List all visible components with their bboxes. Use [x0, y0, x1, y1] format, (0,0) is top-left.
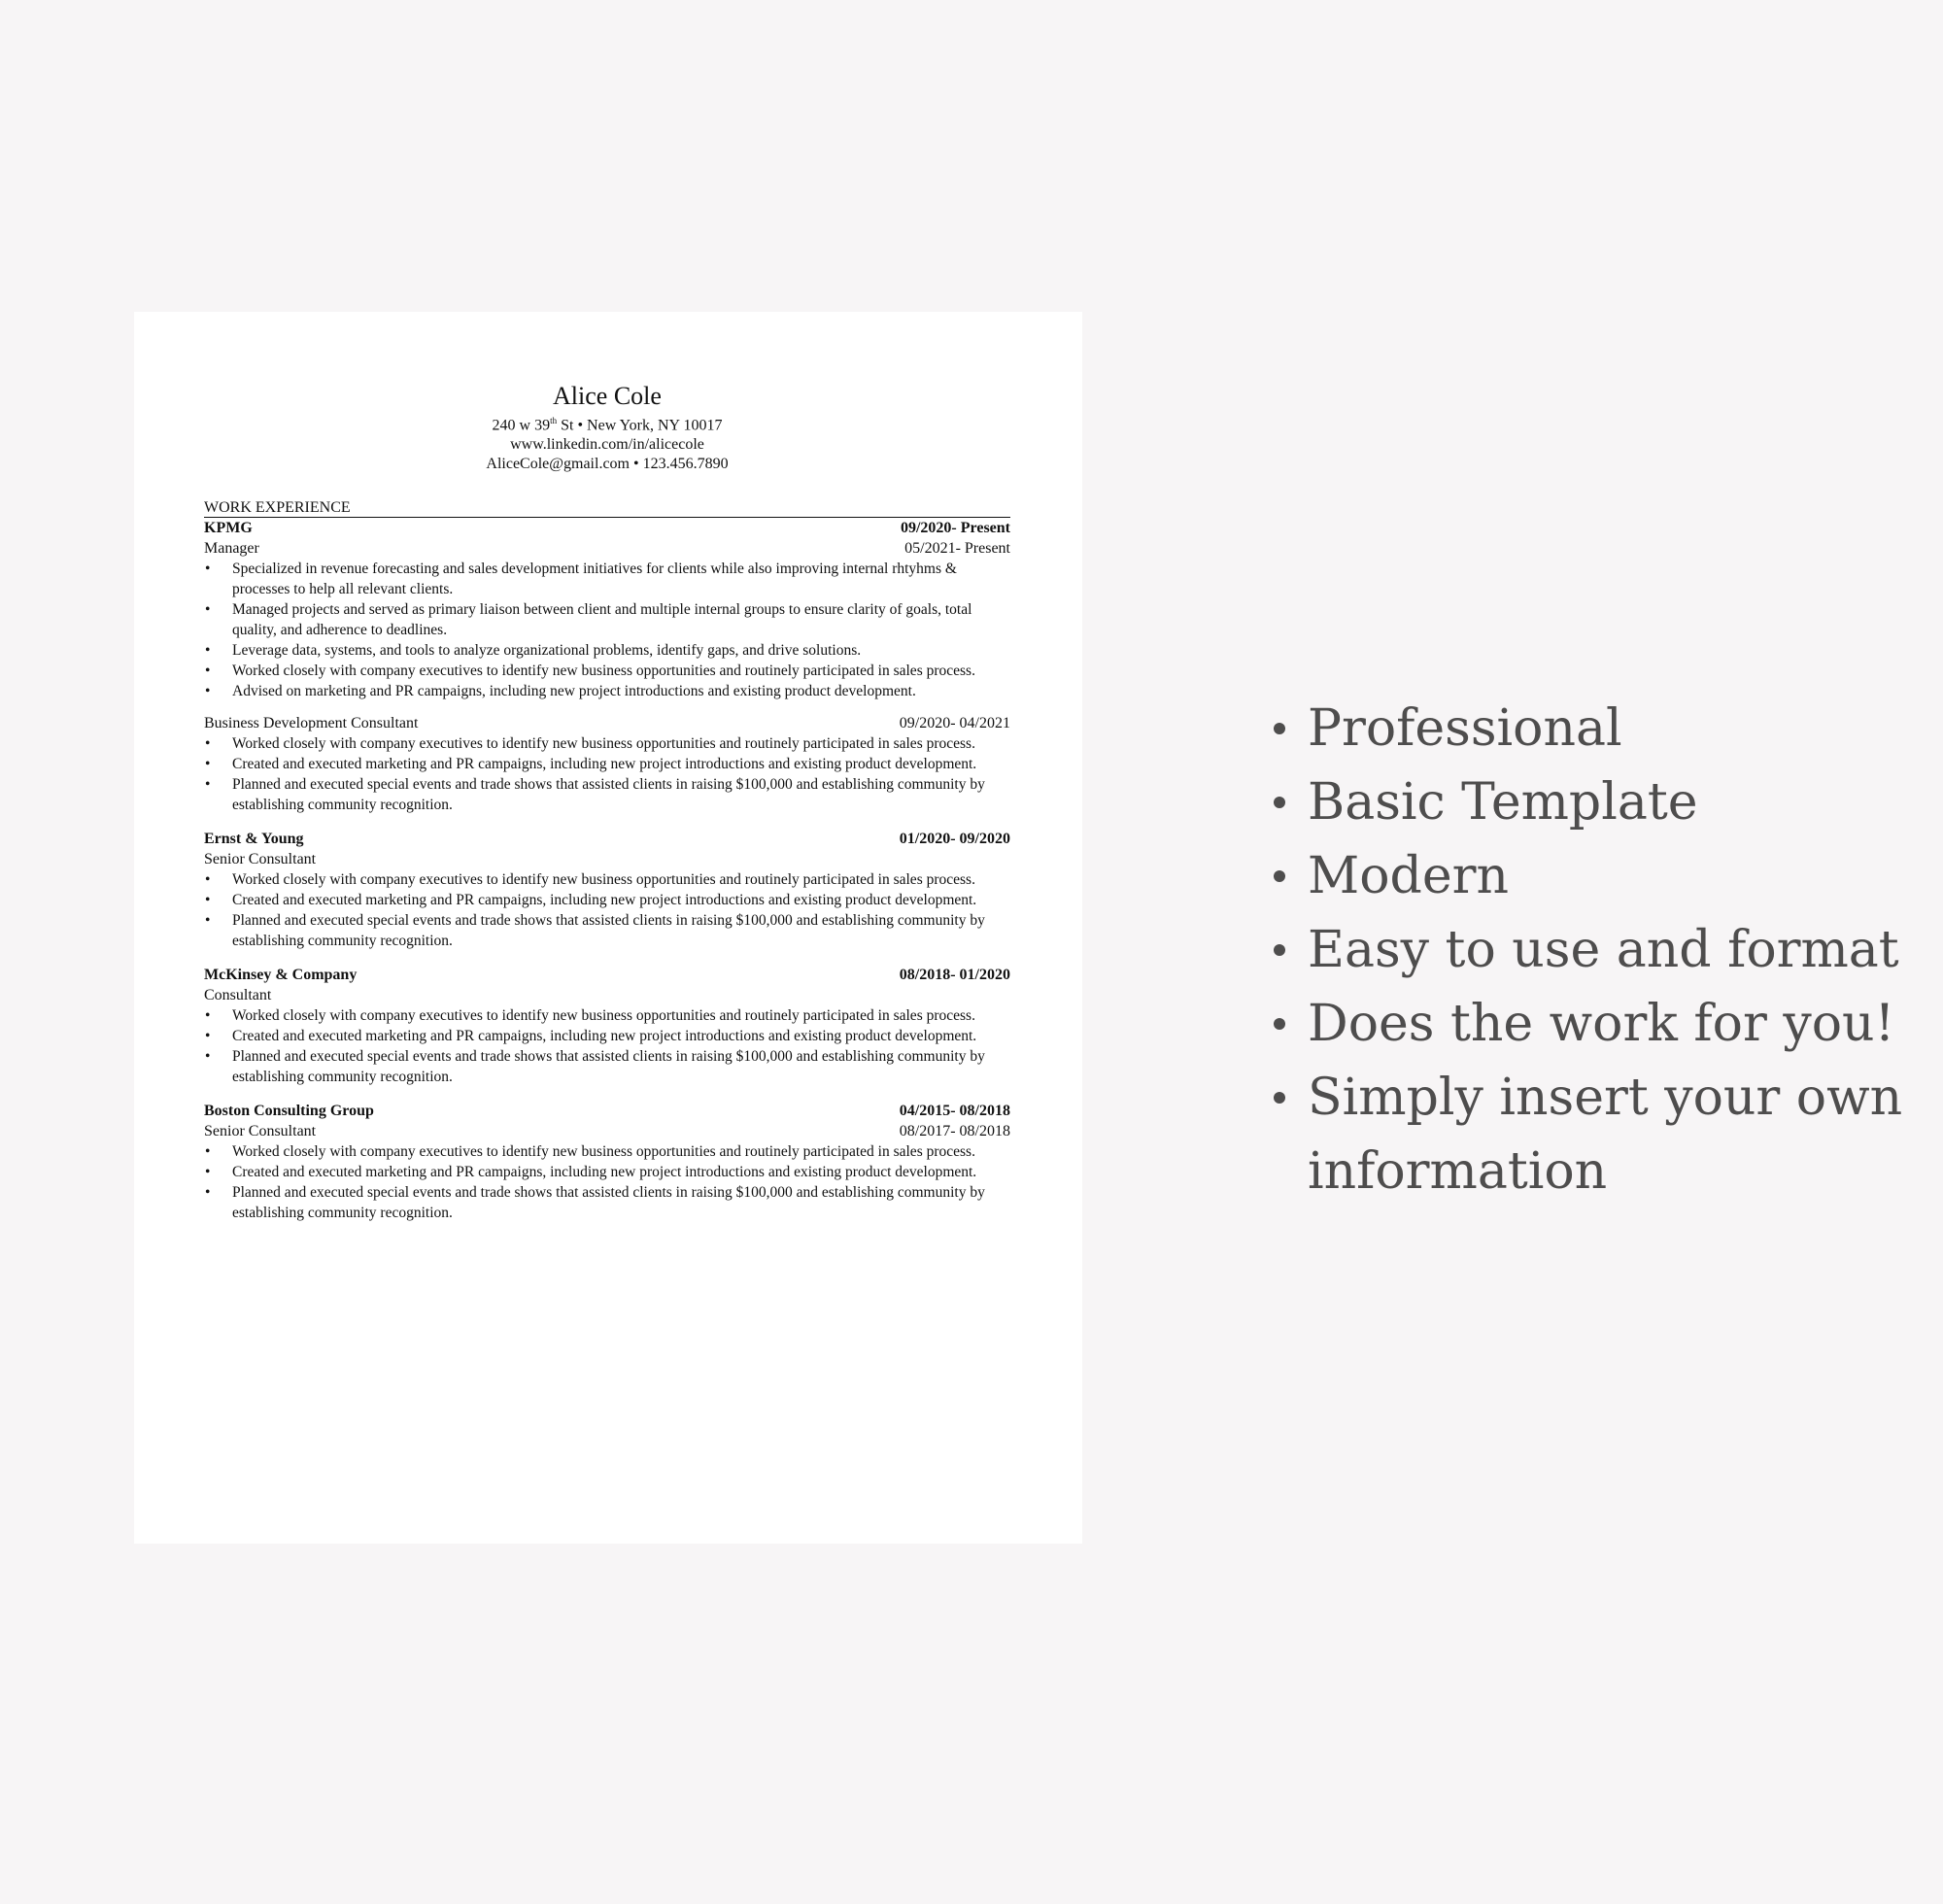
address-prefix: 240 w 39 — [492, 417, 551, 434]
role-header — [204, 985, 1010, 1005]
resume-page — [134, 312, 1082, 1544]
role-bullets — [204, 559, 1010, 701]
role-bullets — [204, 1005, 1010, 1087]
bullet-item: • Worked closely with company executives to identify new business opportunities and routinely participated in sales process. — [204, 661, 1010, 681]
section-title-work-experience: WORK EXPERIENCE — [204, 499, 1010, 518]
role-header — [204, 1121, 1010, 1141]
role-title: Senior Consultant — [204, 1123, 317, 1140]
resume-linkedin: www.linkedin.com/in/alicecole — [510, 436, 704, 454]
company-dates: 04/2015- 08/2018 — [899, 1103, 1010, 1120]
bullet-item: • Created and executed marketing and PR campaigns, including new project introductions and existing product development. — [204, 1162, 1010, 1182]
jobs-list — [204, 518, 1010, 1223]
company-name: McKinsey & Company — [204, 967, 358, 984]
resume-address — [204, 411, 1010, 435]
role-dates: 05/2021- Present — [904, 540, 1010, 558]
feature-item: Basic Template — [1271, 765, 1910, 839]
company-name: Boston Consulting Group — [204, 1103, 374, 1120]
feature-item: Easy to use and format — [1271, 913, 1910, 987]
company-name: Ernst & Young — [204, 831, 304, 848]
job-entry — [204, 518, 1010, 815]
role-header — [204, 713, 1010, 733]
bullet-item: • Advised on marketing and PR campaigns, including new project introductions and existing product development. — [204, 681, 1010, 701]
job-entry — [204, 951, 1010, 1087]
address-sup: th — [550, 416, 558, 425]
role-bullets — [204, 733, 1010, 815]
bullet-item: • Managed projects and served as primary liaison between client and multiple internal groups to ensure clarity of goals, total quality, and adherence to deadlines. — [204, 599, 1010, 640]
role-title: Business Development Consultant — [204, 715, 419, 732]
job-header — [204, 965, 1010, 985]
bullet-item: • Created and executed marketing and PR campaigns, including new project introductions and existing product development. — [204, 890, 1010, 910]
company-dates: 08/2018- 01/2020 — [899, 967, 1010, 984]
feature-list — [1271, 692, 1910, 1208]
bullet-item: • Leverage data, systems, and tools to analyze organizational problems, identify gaps, and drive solutions. — [204, 640, 1010, 661]
company-name: KPMG — [204, 520, 253, 537]
resume-email-phone: AliceCole@gmail.com • 123.456.7890 — [486, 456, 729, 473]
role-dates: 08/2017- 08/2018 — [899, 1123, 1010, 1140]
bullet-item: • Worked closely with company executives to identify new business opportunities and routinely participated in sales process. — [204, 1005, 1010, 1026]
bullet-item: • Planned and executed special events and trade shows that assisted clients in raising $100,000 and establishing community by establishing community recognition. — [204, 1046, 1010, 1087]
bullet-item: • Planned and executed special events and trade shows that assisted clients in raising $100,000 and establishing community by establishing community recognition. — [204, 774, 1010, 815]
bullet-item: • Created and executed marketing and PR campaigns, including new project introductions and existing product development. — [204, 754, 1010, 774]
job-entry — [204, 1087, 1010, 1223]
bullet-item: • Worked closely with company executives to identify new business opportunities and routinely participated in sales process. — [204, 733, 1010, 754]
feature-item: Simply insert your own information — [1271, 1061, 1910, 1208]
job-header — [204, 1101, 1010, 1121]
resume-header — [204, 382, 1010, 474]
bullet-item: • Created and executed marketing and PR campaigns, including new project introductions and existing product development. — [204, 1026, 1010, 1046]
role-title: Senior Consultant — [204, 851, 317, 868]
bullet-item: • Planned and executed special events and trade shows that assisted clients in raising $100,000 and establishing community by establishing community recognition. — [204, 910, 1010, 951]
company-dates: 09/2020- Present — [900, 520, 1010, 537]
job-header — [204, 829, 1010, 849]
role-bullets — [204, 1141, 1010, 1223]
role-header — [204, 538, 1010, 559]
bullet-item: • Planned and executed special events and trade shows that assisted clients in raising $100,000 and establishing community by establishing community recognition. — [204, 1182, 1010, 1223]
role-header — [204, 849, 1010, 869]
role-title: Manager — [204, 540, 259, 558]
feature-item: Modern — [1271, 839, 1910, 913]
feature-item: Professional — [1271, 692, 1910, 765]
role-bullets — [204, 869, 1010, 951]
job-entry — [204, 815, 1010, 951]
bullet-item: • Worked closely with company executives to identify new business opportunities and routinely participated in sales process. — [204, 1141, 1010, 1162]
feature-item: Does the work for you! — [1271, 987, 1910, 1061]
role-dates: 09/2020- 04/2021 — [899, 715, 1010, 732]
company-dates: 01/2020- 09/2020 — [899, 831, 1010, 848]
address-suffix: St • New York, NY 10017 — [557, 417, 723, 434]
role-title: Consultant — [204, 987, 272, 1004]
bullet-item: • Specialized in revenue forecasting and sales development initiatives for clients while also improving internal rhtyhms & processes to help all relevant clients. — [204, 559, 1010, 599]
resume-name: Alice Cole — [553, 382, 662, 410]
job-header — [204, 518, 1010, 538]
bullet-item: • Worked closely with company executives to identify new business opportunities and routinely participated in sales process. — [204, 869, 1010, 890]
